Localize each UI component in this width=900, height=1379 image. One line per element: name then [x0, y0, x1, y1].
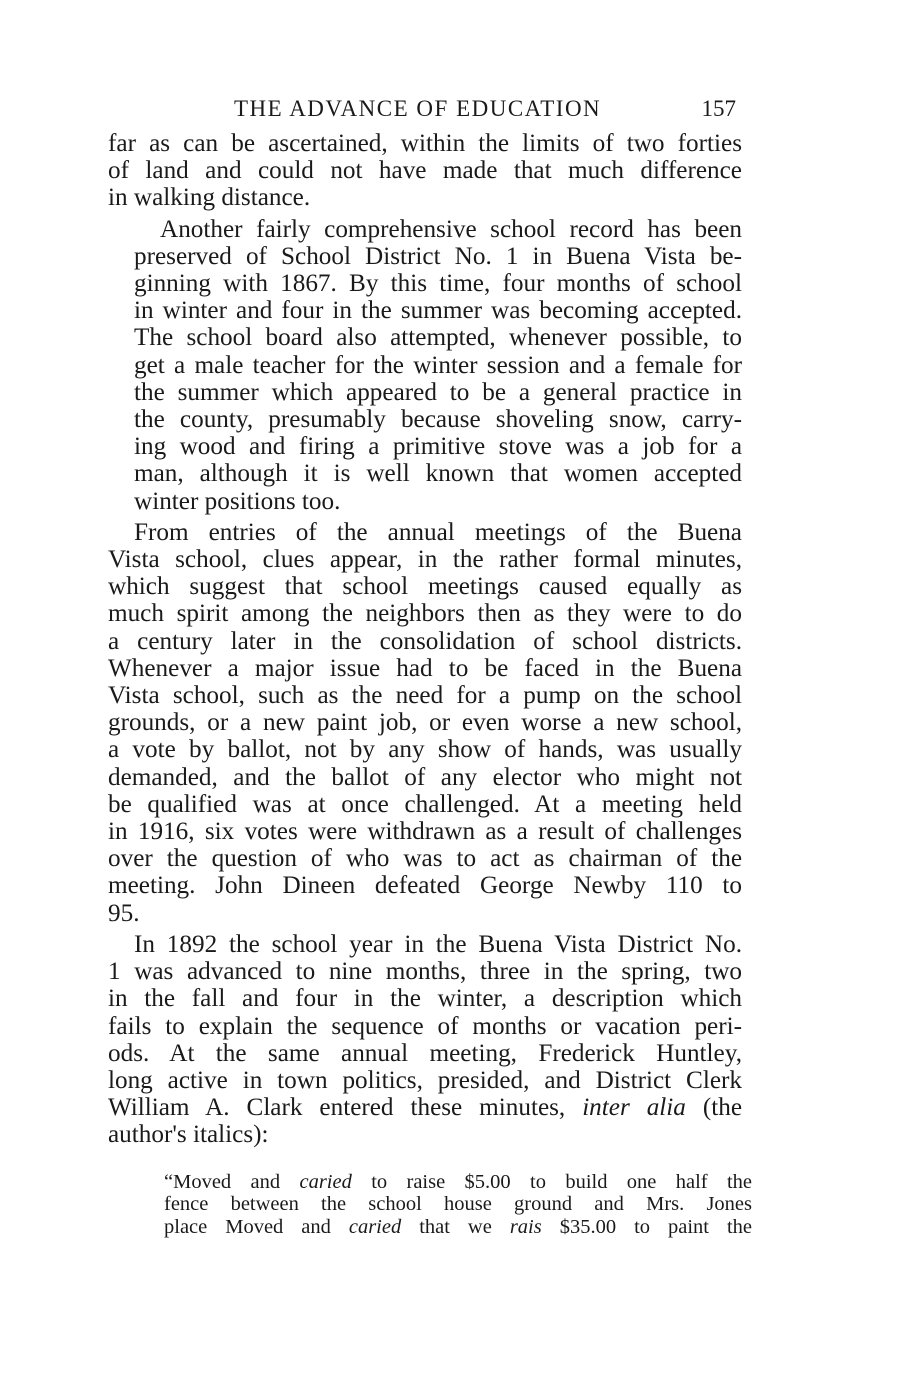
text-segment: to raise $5.00 to build one half the — [371, 1170, 753, 1193]
text-line — [108, 1094, 742, 1121]
text-line: fails to explain the sequence of months or vacation peri- — [108, 1012, 742, 1040]
text-line: man, although it is well known that women accepted — [134, 460, 742, 488]
text-line: winter positions too. — [134, 487, 341, 515]
paragraph-2 — [108, 216, 742, 515]
text-line: Vista school, clues appear, in the rather formal minutes, — [108, 546, 742, 574]
text-line: Whenever a major issue had to be faced in the Buena — [108, 654, 742, 682]
text-line: in winter and four in the summer was becoming accepted. — [134, 297, 742, 325]
text-segment: (the — [702, 1094, 743, 1122]
text-segment: $35.00 to paint the — [559, 1215, 753, 1238]
quote-line — [164, 1216, 752, 1239]
body-text — [108, 130, 753, 1238]
running-header — [108, 96, 742, 130]
text-line: 1 was advanced to nine months, three in the spring, two — [108, 958, 742, 986]
block-quote — [164, 1171, 752, 1239]
text-line: the county, presumably because shoveling snow, carry- — [134, 406, 742, 434]
text-line: In 1892 the school year in the Buena Vista District No. — [134, 930, 742, 958]
text-line: ods. At the same annual meeting, Frederick Huntley, — [108, 1039, 742, 1067]
text-line: From entries of the annual meetings of the Buena — [134, 518, 742, 546]
text-line: far as can be ascertained, within the limits of two forties — [108, 130, 742, 157]
text-line: long active in town politics, presided, and District Clerk — [108, 1066, 742, 1094]
text-line: a century later in the consolidation of school districts. — [108, 627, 742, 655]
text-line: of land and could not have made that much difference — [108, 157, 742, 185]
paragraph-1 — [108, 130, 742, 212]
text-line: Another fairly comprehensive school record has been — [160, 215, 742, 243]
quote-line: fence between the school house ground and Mrs. Jones — [164, 1193, 752, 1216]
text-line: in 1916, six votes were withdrawn as a result of challenges — [108, 818, 742, 846]
text-segment: “Moved and — [164, 1170, 281, 1193]
text-line: much spirit among the neighbors then as they were to do — [108, 600, 742, 628]
text-line: over the question of who was to act as chairman of the — [108, 845, 742, 873]
text-line: in the fall and four in the winter, a description which — [108, 985, 742, 1013]
page-number: 157 — [701, 96, 736, 121]
text-line: author's italics): — [108, 1121, 269, 1149]
text-line: be qualified was at once challenged. At a meeting held — [108, 790, 742, 818]
italic-word: caried — [348, 1215, 402, 1238]
text-line: ing wood and firing a primitive stove was a job for a — [134, 433, 742, 461]
italic-phrase: inter alia — [582, 1094, 686, 1122]
text-segment: that we — [419, 1215, 492, 1238]
text-line: 95. — [108, 899, 140, 927]
italic-word: rais — [509, 1215, 542, 1238]
text-line: The school board also attempted, whenever possible, to — [134, 324, 742, 352]
text-line: get a male teacher for the winter session and a female for — [134, 351, 742, 379]
text-line: meeting. John Dineen defeated George Newby 110 to — [108, 872, 742, 900]
text-line: the summer which appeared to be a general practice in — [134, 378, 742, 406]
italic-word: caried — [299, 1170, 352, 1193]
text-line: demanded, and the ballot of any elector who might not — [108, 763, 742, 791]
paragraph-4 — [108, 931, 742, 1149]
book-page — [108, 96, 753, 1238]
text-line: Vista school, such as the need for a pump on the school — [108, 682, 742, 710]
chapter-title: THE ADVANCE OF EDUCATION — [234, 96, 602, 121]
text-line: preserved of School District No. 1 in Buena Vista be- — [134, 242, 742, 270]
text-line: a vote by ballot, not by any show of hands, was usually — [108, 736, 742, 764]
text-line: which suggest that school meetings caused equally as — [108, 573, 742, 601]
quote-line — [164, 1171, 752, 1194]
text-line: ginning with 1867. By this time, four months of school — [134, 270, 742, 298]
text-segment: William A. Clark entered these minutes, — [108, 1094, 566, 1122]
text-line: in walking distance. — [108, 184, 311, 212]
text-segment: place Moved and — [164, 1215, 331, 1238]
text-line: grounds, or a new paint job, or even worse a new school, — [108, 709, 742, 737]
paragraph-3 — [108, 519, 742, 927]
